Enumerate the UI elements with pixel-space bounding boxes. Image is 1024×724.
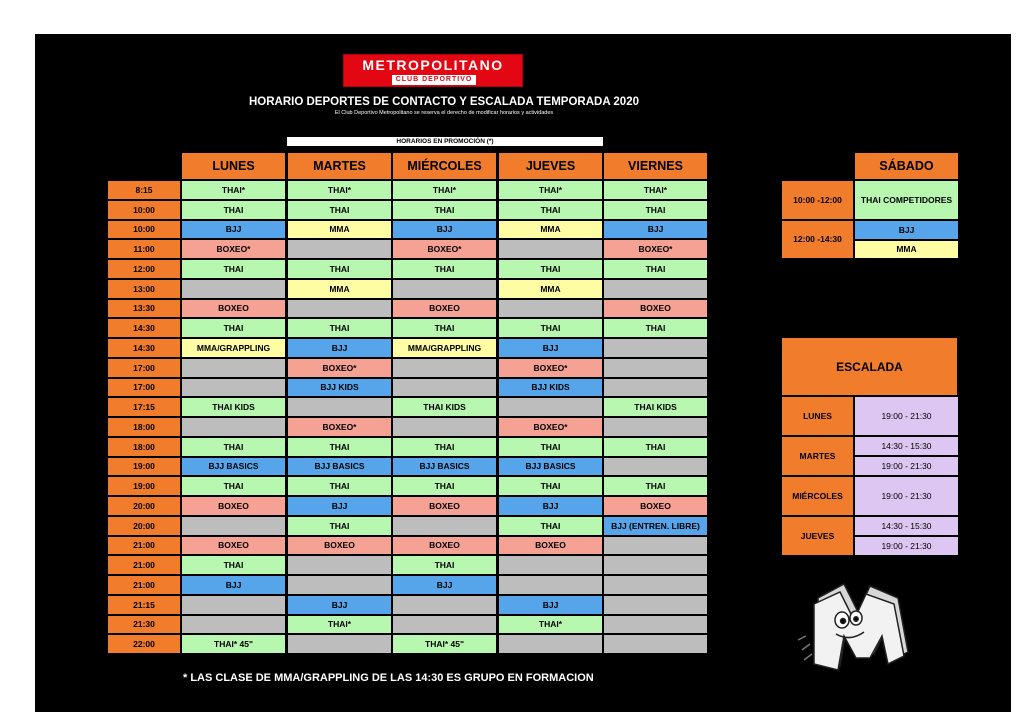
class-cell: THAI — [603, 318, 708, 338]
empty-cell — [603, 575, 708, 595]
page-title: HORARIO DEPORTES DE CONTACTO Y ESCALADA TEMPORADA 2020 — [249, 96, 639, 108]
time-cell: 14:30 — [107, 338, 181, 358]
class-cell: BOXEO — [287, 536, 392, 555]
class-cell: BJJ BASICS — [498, 457, 603, 476]
class-cell: THAI — [181, 259, 286, 279]
class-cell: THAI — [498, 516, 603, 536]
climbing-day: LUNES — [781, 396, 854, 436]
class-cell: THAI — [392, 259, 497, 279]
class-cell: BJJ — [498, 338, 603, 358]
empty-cell — [287, 634, 392, 654]
time-cell: 13:00 — [107, 279, 181, 299]
class-cell: BJJ — [287, 496, 392, 516]
class-cell: BJJ KIDS — [498, 378, 603, 397]
class-cell: BOXEO — [603, 496, 708, 516]
empty-cell — [181, 595, 286, 615]
time-cell: 21:00 — [107, 555, 181, 575]
class-cell: THAI — [603, 476, 708, 496]
climbing-day: JUEVES — [781, 516, 854, 556]
class-cell: THAI — [498, 437, 603, 457]
class-cell: THAI — [181, 200, 286, 220]
time-cell: 18:00 — [107, 417, 181, 437]
class-cell: THAI — [603, 259, 708, 279]
empty-cell — [392, 358, 497, 378]
empty-cell — [287, 397, 392, 417]
class-cell: BJJ BASICS — [392, 457, 497, 476]
empty-cell — [603, 417, 708, 437]
class-cell: MMA — [498, 220, 603, 239]
empty-cell — [498, 634, 603, 654]
promo-banner: HORARIOS EN PROMOCIÓN (*) — [287, 137, 603, 146]
class-cell: THAI KIDS — [603, 397, 708, 417]
class-cell: BJJ — [498, 595, 603, 615]
time-cell: 8:15 — [107, 180, 181, 200]
day-header-saturday: SÁBADO — [854, 152, 959, 180]
empty-cell — [603, 536, 708, 555]
empty-cell — [603, 457, 708, 476]
class-cell: THAI — [392, 437, 497, 457]
class-cell: BOXEO* — [603, 239, 708, 259]
class-cell: THAI — [181, 318, 286, 338]
day-header-2: MIÉRCOLES — [392, 152, 497, 180]
class-cell: THAI — [392, 476, 497, 496]
class-cell: BJJ BASICS — [287, 457, 392, 476]
class-cell: THAI — [181, 476, 286, 496]
class-cell: MMA — [498, 279, 603, 299]
empty-cell — [287, 239, 392, 259]
class-cell: THAI COMPETIDORES — [854, 180, 959, 220]
class-cell: BJJ — [392, 575, 497, 595]
time-cell: 21:15 — [107, 595, 181, 615]
empty-cell — [181, 378, 286, 397]
class-cell: MMA/GRAPPLING — [181, 338, 286, 358]
empty-cell — [603, 358, 708, 378]
class-cell: THAI — [603, 437, 708, 457]
time-cell: 17:00 — [107, 378, 181, 397]
class-cell: BOXEO* — [498, 417, 603, 437]
climbing-time: 19:00 - 21:30 — [854, 536, 959, 556]
class-cell: THAI — [287, 476, 392, 496]
class-cell: BOXEO — [181, 496, 286, 516]
class-cell: BOXEO — [392, 536, 497, 555]
empty-cell — [287, 575, 392, 595]
empty-cell — [392, 378, 497, 397]
time-cell: 21:00 — [107, 536, 181, 555]
empty-cell — [181, 615, 286, 634]
class-cell: BJJ KIDS — [287, 378, 392, 397]
class-cell: THAI* — [498, 180, 603, 200]
class-cell: BJJ — [498, 496, 603, 516]
empty-cell — [392, 417, 497, 437]
class-cell: MMA — [287, 220, 392, 239]
class-cell: THAI* — [498, 615, 603, 634]
empty-cell — [603, 615, 708, 634]
class-cell: BJJ (ENTREN. LIBRE) — [603, 516, 708, 536]
empty-cell — [603, 634, 708, 654]
climbing-day: MIÉRCOLES — [781, 476, 854, 516]
empty-cell — [392, 615, 497, 634]
time-cell: 13:30 — [107, 299, 181, 318]
class-cell: THAI* 45" — [392, 634, 497, 654]
m-mascot-icon — [794, 580, 914, 675]
class-cell: THAI* — [181, 180, 286, 200]
time-cell: 12:00 -14:30 — [781, 220, 854, 259]
class-cell: BJJ — [854, 220, 959, 240]
class-cell: MMA — [287, 279, 392, 299]
climbing-time: 19:00 - 21:30 — [854, 396, 959, 436]
empty-cell — [181, 516, 286, 536]
class-cell: THAI — [603, 200, 708, 220]
class-cell: BOXEO* — [181, 239, 286, 259]
class-cell: BJJ — [181, 575, 286, 595]
class-cell: THAI — [287, 259, 392, 279]
empty-cell — [498, 239, 603, 259]
time-cell: 20:00 — [107, 516, 181, 536]
class-cell: THAI — [392, 200, 497, 220]
empty-cell — [392, 595, 497, 615]
empty-cell — [603, 595, 708, 615]
time-cell: 22:00 — [107, 634, 181, 654]
class-cell: THAI — [181, 437, 286, 457]
logo-subtitle: CLUB DEPORTIVO — [392, 75, 476, 85]
climbing-time: 14:30 - 15:30 — [854, 516, 959, 536]
class-cell: THAI* — [287, 615, 392, 634]
empty-cell — [498, 575, 603, 595]
class-cell: THAI — [287, 437, 392, 457]
empty-cell — [181, 417, 286, 437]
time-cell: 19:00 — [107, 457, 181, 476]
class-cell: THAI — [392, 555, 497, 575]
time-cell: 10:00 — [107, 200, 181, 220]
time-cell: 21:30 — [107, 615, 181, 634]
class-cell: BOXEO* — [392, 239, 497, 259]
class-cell: BOXEO* — [287, 358, 392, 378]
climbing-time: 19:00 - 21:30 — [854, 456, 959, 476]
class-cell: BJJ — [392, 220, 497, 239]
class-cell: THAI — [392, 318, 497, 338]
class-cell: BJJ — [287, 338, 392, 358]
class-cell: THAI KIDS — [181, 397, 286, 417]
time-cell: 18:00 — [107, 437, 181, 457]
climbing-day: MARTES — [781, 436, 854, 476]
class-cell: THAI — [498, 476, 603, 496]
class-cell: MMA — [854, 240, 959, 259]
class-cell: BJJ — [181, 220, 286, 239]
time-cell: 11:00 — [107, 239, 181, 259]
time-cell: 10:00 — [107, 220, 181, 239]
empty-cell — [181, 279, 286, 299]
time-cell: 21:00 — [107, 575, 181, 595]
time-cell: 17:00 — [107, 358, 181, 378]
club-logo — [343, 54, 523, 87]
footnote: * LAS CLASE DE MMA/GRAPPLING DE LAS 14:30 ES GRUPO EN FORMACION — [183, 672, 594, 684]
class-cell: BOXEO — [498, 536, 603, 555]
class-cell: BOXEO — [181, 536, 286, 555]
empty-cell — [498, 555, 603, 575]
class-cell: BOXEO — [181, 299, 286, 318]
empty-cell — [392, 516, 497, 536]
day-header-3: JUEVES — [498, 152, 603, 180]
class-cell: THAI* — [287, 180, 392, 200]
climbing-time: 14:30 - 15:30 — [854, 436, 959, 456]
class-cell: THAI — [181, 555, 286, 575]
class-cell: THAI — [287, 318, 392, 338]
empty-cell — [603, 378, 708, 397]
day-header-1: MARTES — [287, 152, 392, 180]
class-cell: THAI* — [392, 180, 497, 200]
class-cell: THAI KIDS — [392, 397, 497, 417]
empty-cell — [287, 299, 392, 318]
class-cell: THAI — [498, 318, 603, 338]
class-cell: THAI* — [603, 180, 708, 200]
time-cell: 12:00 — [107, 259, 181, 279]
class-cell: BJJ — [603, 220, 708, 239]
empty-cell — [181, 358, 286, 378]
class-cell: THAI — [498, 259, 603, 279]
time-cell: 14:30 — [107, 318, 181, 338]
class-cell: BOXEO — [392, 299, 497, 318]
time-cell: 20:00 — [107, 496, 181, 516]
empty-cell — [392, 279, 497, 299]
climbing-title: ESCALADA — [781, 337, 958, 396]
class-cell: BJJ — [287, 595, 392, 615]
empty-cell — [287, 555, 392, 575]
logo-name: METROPOLITANO — [362, 57, 504, 73]
class-cell: THAI — [498, 200, 603, 220]
class-cell: MMA/GRAPPLING — [392, 338, 497, 358]
day-header-0: LUNES — [181, 152, 286, 180]
class-cell: BOXEO* — [498, 358, 603, 378]
class-cell: THAI — [287, 516, 392, 536]
empty-cell — [603, 279, 708, 299]
class-cell: THAI* 45" — [181, 634, 286, 654]
empty-cell — [498, 299, 603, 318]
time-cell: 17:15 — [107, 397, 181, 417]
time-cell: 10:00 -12:00 — [781, 180, 854, 220]
time-cell: 19:00 — [107, 476, 181, 496]
class-cell: THAI — [287, 200, 392, 220]
climbing-time: 19:00 - 21:30 — [854, 476, 959, 516]
day-header-4: VIERNES — [603, 152, 708, 180]
empty-cell — [603, 338, 708, 358]
class-cell: BOXEO — [392, 496, 497, 516]
empty-cell — [498, 397, 603, 417]
page-subtitle: El Club Deportivo Metropolitano se reserva el derecho de modificar horarios y actividades — [334, 110, 554, 116]
class-cell: BOXEO — [603, 299, 708, 318]
class-cell: BOXEO* — [287, 417, 392, 437]
class-cell: BJJ BASICS — [181, 457, 286, 476]
empty-cell — [603, 555, 708, 575]
